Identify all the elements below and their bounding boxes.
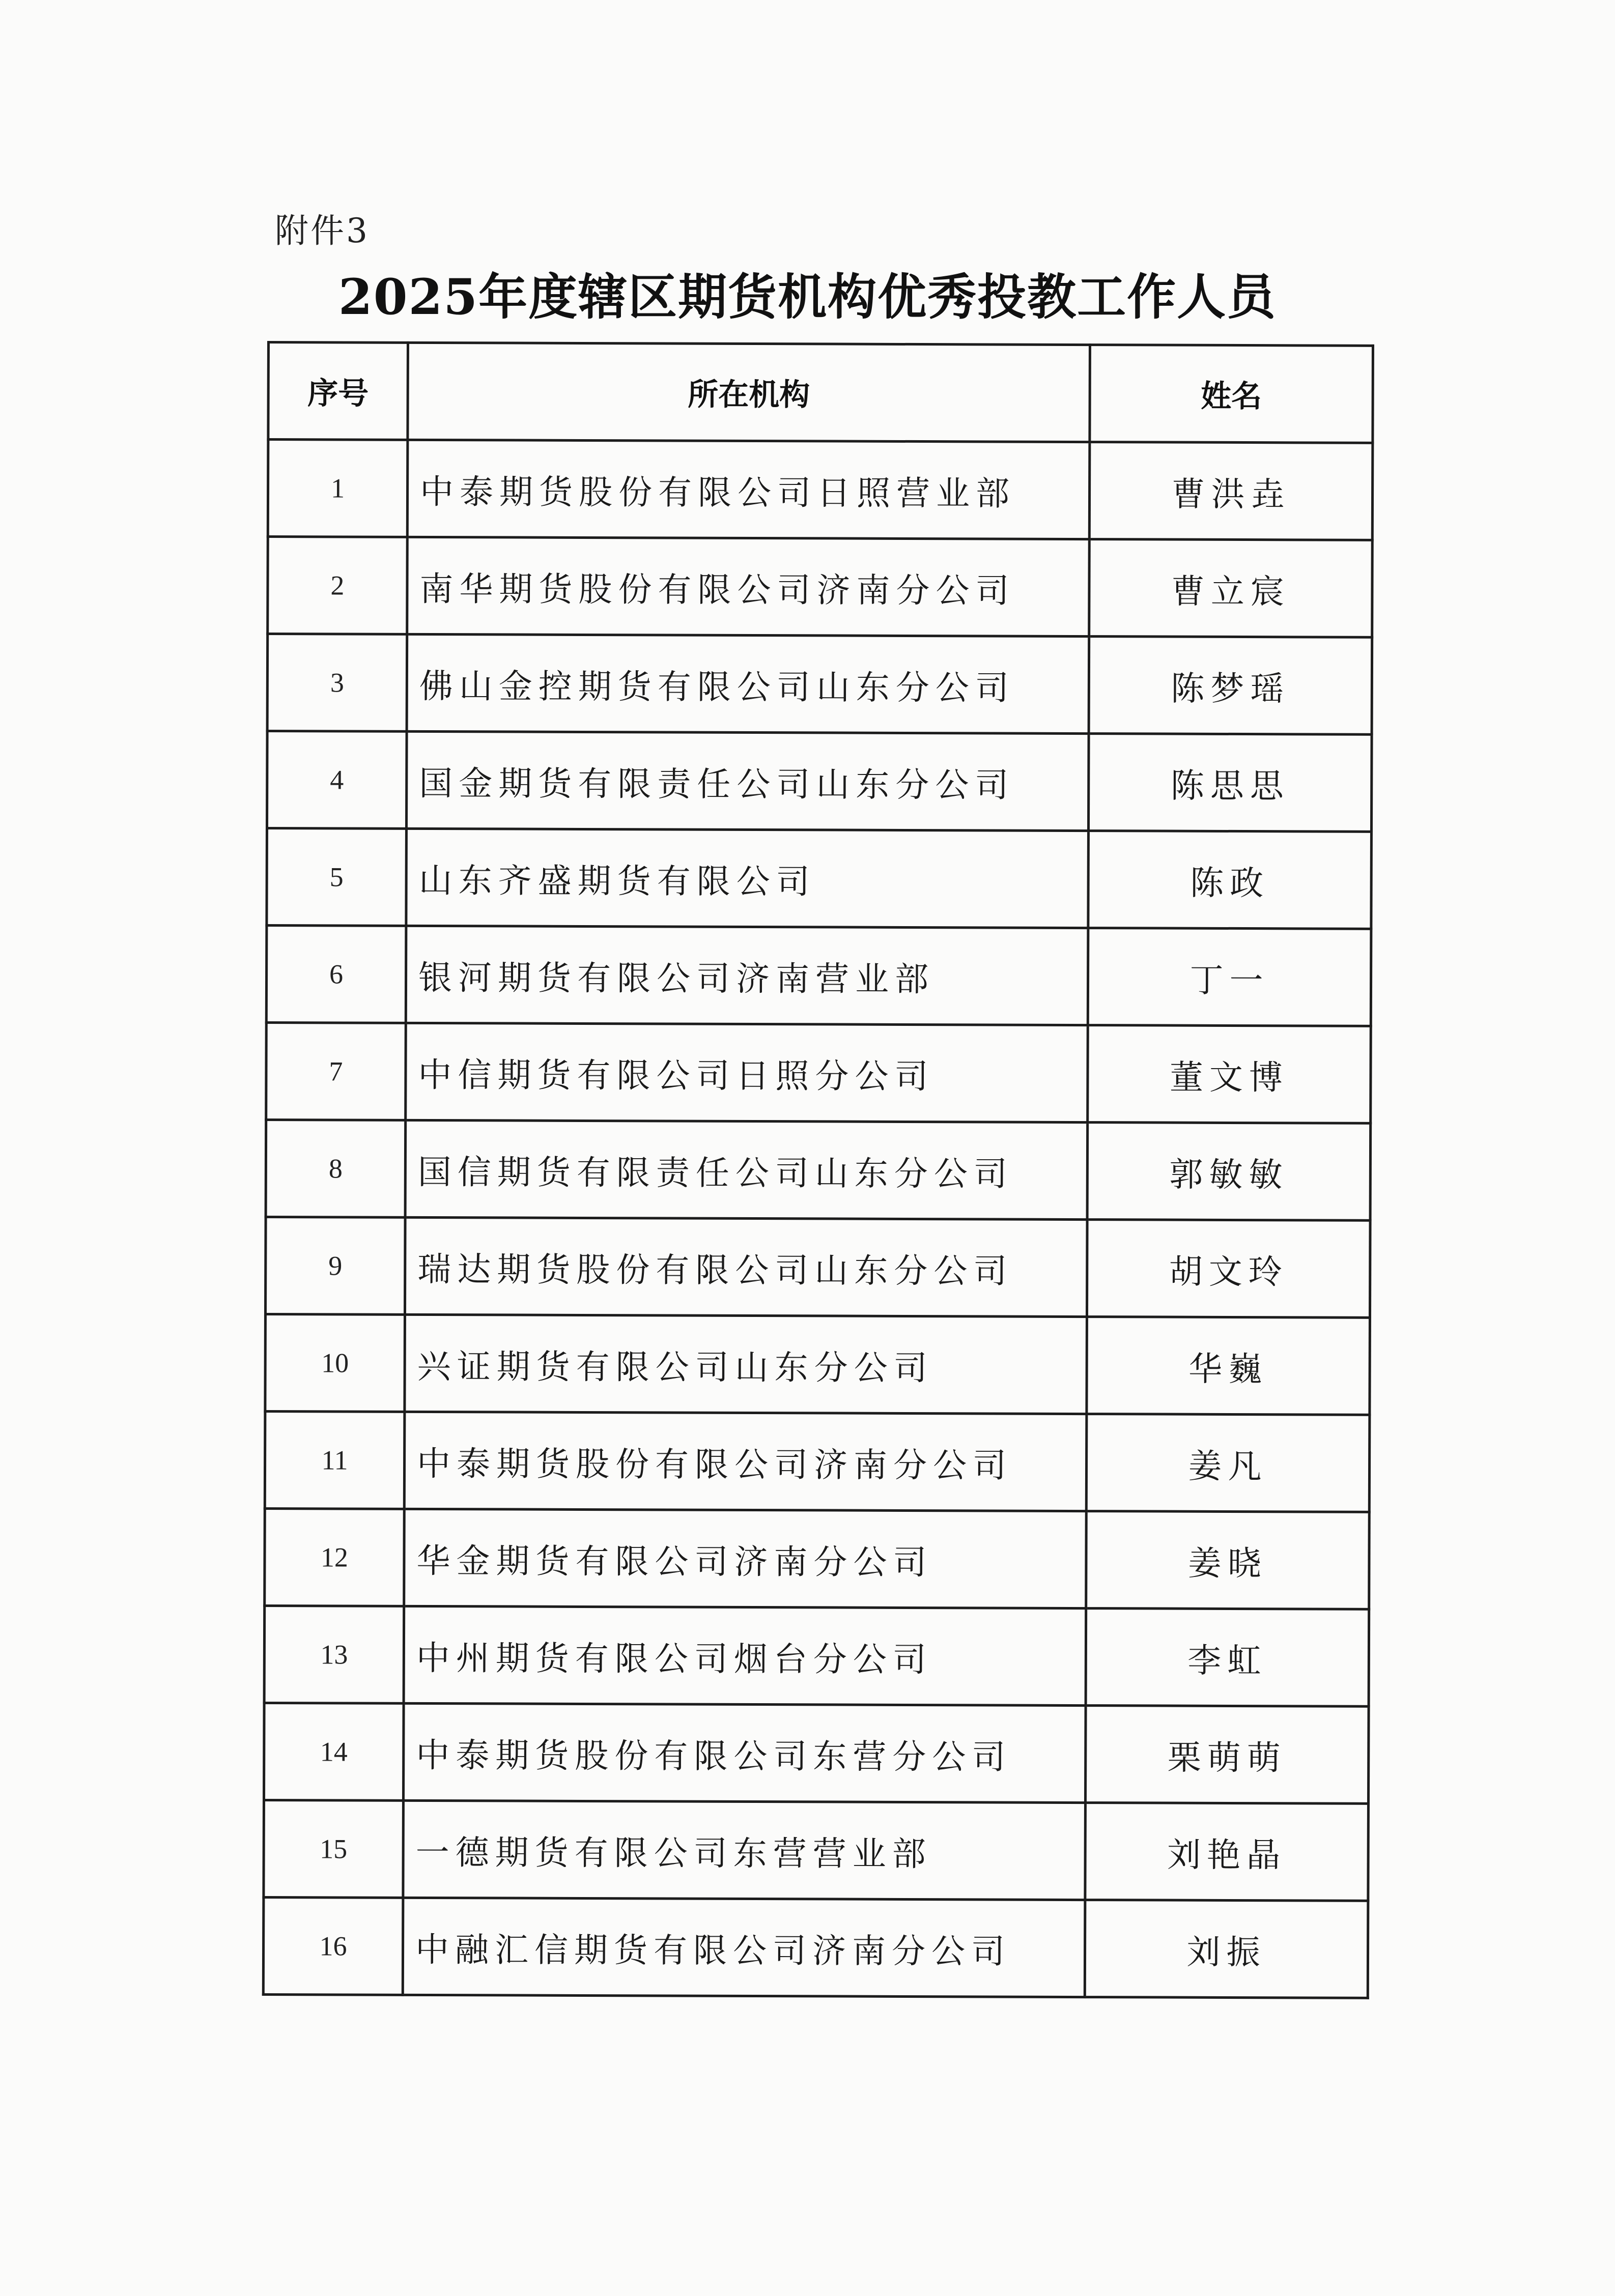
table-row — [265, 1508, 1370, 1609]
table-row — [264, 1605, 1369, 1706]
table-row — [267, 634, 1372, 735]
row-organization: 国信期货有限责任公司山东分公司 — [405, 1120, 1088, 1219]
header-organization: 所在机构 — [408, 342, 1090, 442]
table-row — [265, 1217, 1370, 1317]
table-row — [267, 828, 1372, 929]
row-organization: 中泰期货股份有限公司济南分公司 — [404, 1412, 1087, 1511]
row-index: 11 — [265, 1411, 405, 1509]
attachment-label: 附件3 — [275, 211, 370, 250]
row-index: 3 — [267, 634, 407, 732]
table-row — [265, 1314, 1370, 1415]
row-organization: 华金期货有限公司济南分公司 — [404, 1509, 1087, 1608]
row-organization: 一德期货有限公司东营营业部 — [403, 1800, 1086, 1900]
table-row — [264, 1800, 1369, 1901]
row-index: 12 — [265, 1508, 405, 1606]
row-index: 7 — [266, 1023, 406, 1121]
row-name: 栗萌萌 — [1085, 1706, 1369, 1804]
row-organization: 山东齐盛期货有限公司 — [406, 828, 1089, 928]
row-organization: 兴证期货有限公司山东分公司 — [405, 1314, 1087, 1414]
row-name: 姜晓 — [1086, 1511, 1370, 1610]
row-name: 华巍 — [1087, 1317, 1370, 1415]
row-index: 15 — [264, 1800, 404, 1898]
row-index: 9 — [265, 1217, 405, 1314]
table-header-row — [268, 342, 1373, 443]
table-row — [266, 1120, 1371, 1221]
row-index: 13 — [264, 1605, 404, 1703]
header-index: 序号 — [268, 342, 408, 440]
table-body — [263, 440, 1373, 1998]
row-index: 8 — [266, 1120, 406, 1218]
row-name: 郭敏敏 — [1087, 1123, 1371, 1221]
table-row — [266, 926, 1371, 1026]
row-name: 曹洪垚 — [1089, 442, 1373, 540]
row-organization: 中州期货有限公司烟台分公司 — [404, 1606, 1086, 1705]
table-row — [266, 1023, 1371, 1124]
row-organization: 中融汇信期货有限公司济南分公司 — [403, 1898, 1085, 1997]
row-name: 董文博 — [1088, 1025, 1371, 1124]
table-row — [263, 1897, 1368, 1998]
row-index: 16 — [263, 1897, 403, 1995]
row-organization: 国金期货有限责任公司山东分公司 — [406, 731, 1089, 830]
row-organization: 瑞达期货股份有限公司山东分公司 — [405, 1217, 1087, 1316]
row-index: 2 — [268, 537, 408, 635]
row-name: 李虹 — [1086, 1609, 1369, 1707]
table-row — [268, 537, 1373, 638]
row-organization: 佛山金控期货有限公司山东分公司 — [407, 634, 1089, 733]
row-name: 姜凡 — [1086, 1414, 1370, 1512]
row-name: 陈梦瑶 — [1089, 637, 1372, 735]
header-name: 姓名 — [1090, 345, 1373, 443]
row-name: 陈思思 — [1088, 734, 1372, 832]
row-index: 10 — [265, 1314, 405, 1412]
row-index: 5 — [267, 828, 407, 926]
row-name: 刘艳晶 — [1085, 1803, 1369, 1901]
table-row — [264, 1703, 1369, 1803]
row-name: 刘振 — [1085, 1900, 1368, 1998]
table-row — [267, 731, 1372, 832]
row-name: 胡文玲 — [1087, 1220, 1370, 1318]
row-name: 陈政 — [1088, 831, 1372, 929]
row-name: 丁一 — [1088, 928, 1371, 1026]
row-organization: 中泰期货股份有限公司东营分公司 — [403, 1703, 1086, 1802]
document-title: 2025年度辖区期货机构优秀投教工作人员 — [338, 268, 1277, 326]
row-name: 曹立宸 — [1089, 539, 1373, 638]
row-organization: 中泰期货股份有限公司日照营业部 — [407, 440, 1090, 539]
row-organization: 银河期货有限公司济南营业部 — [406, 926, 1088, 1025]
table-row — [265, 1411, 1370, 1512]
staff-table — [262, 341, 1374, 1999]
row-index: 1 — [268, 440, 408, 537]
row-index: 4 — [267, 731, 407, 829]
row-organization: 南华期货股份有限公司济南分公司 — [407, 537, 1090, 636]
row-organization: 中信期货有限公司日照分公司 — [406, 1023, 1088, 1122]
row-index: 6 — [266, 926, 406, 1023]
table-row — [268, 440, 1373, 540]
table-header — [268, 342, 1373, 443]
row-index: 14 — [264, 1703, 404, 1800]
